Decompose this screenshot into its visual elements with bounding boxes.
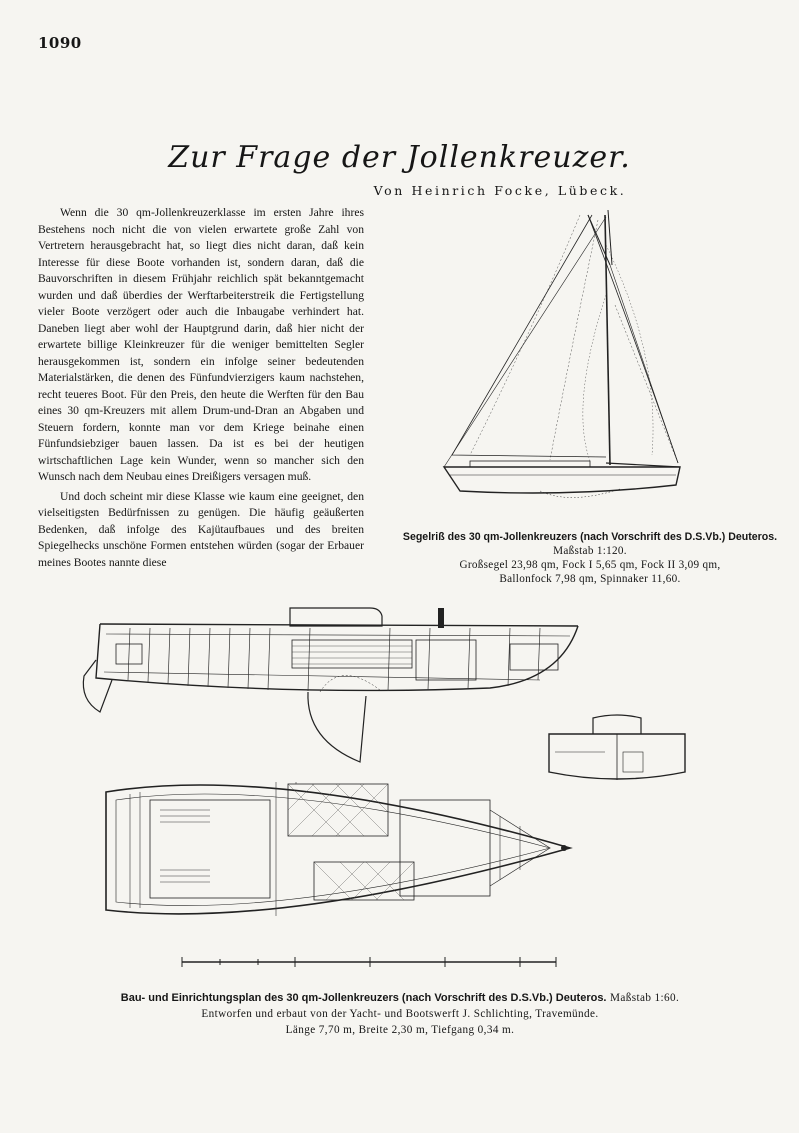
- sail-plan-caption: [400, 530, 780, 586]
- construction-plan-caption-line-1: Entworfen und erbaut von der Yacht- und Bootswerft J. Schlichting, Travemünde.: [201, 1008, 599, 1020]
- sail-plan-caption-line-1: Großsegel 23,98 qm, Fock I 5,65 qm, Fock II 3,09 qm,: [459, 559, 721, 571]
- construction-plan-caption: [60, 990, 740, 1038]
- scale-bar: [180, 955, 560, 969]
- article-body: [38, 205, 364, 571]
- paragraph-2: Und doch scheint mir diese Klasse wie kaum eine geeignet, den vielseitigsten Bedürfnissen zu genügen. Die häufig geäußerten Bedenken, daß infolge des Kajütaufbaues und des breiten Spiegelhecks unschöne Formen entstehen würden (sogar der Erbauer meines Bootes nannte diese: [38, 489, 364, 569]
- construction-plan-caption-line-2: Länge 7,70 m, Breite 2,30 m, Tiefgang 0,34 m.: [285, 1024, 515, 1036]
- construction-plan-caption-title: Bau- und Einrichtungsplan des 30 qm-Jollenkreuzers (nach Vorschrift des D.S.Vb.) Deuteros.: [120, 992, 607, 1004]
- construction-plan-caption-scale: Maßstab 1:60.: [610, 992, 680, 1004]
- article-byline: Von Heinrich Focke, Lübeck.: [373, 183, 627, 198]
- page-number: 1090: [38, 34, 82, 52]
- sail-plan-drawing: [430, 205, 700, 510]
- sail-plan-caption-line-2: Ballonfock 7,98 qm, Spinnaker 11,60.: [499, 573, 681, 585]
- construction-plan-view-drawing: [100, 770, 585, 945]
- sail-plan-caption-scale: Maßstab 1:120.: [553, 545, 627, 557]
- article-title: Zur Frage der Jollenkreuzer.: [168, 140, 631, 175]
- sail-plan-caption-title: Segelriß des 30 qm-Jollenkreuzers (nach Vorschrift des D.S.Vb.) Deuteros.: [402, 531, 778, 543]
- construction-profile-drawing: [70, 600, 590, 770]
- paragraph-1: Wenn die 30 qm-Jollenkreuzerklasse im ersten Jahre ihres Bestehens noch nicht die von vielen erwartete große Zahl von Vertretern herausgebracht hat, so liegt dies nicht daran, daß kein Interesse für diese Boote vorhanden ist, sondern daran, daß die Bauvorschriften in diesem Frühjahr reichlich spät bekanntgemacht wurden und daß überdies der Werftarbeiterstreik die Fertigstellung vieler Boote verzögert oder auch die Inbaugabe verhindert hat. Daneben liegt aber wohl der Hauptgrund darin, daß hier nicht der erwartete billige Kleinkreuzer für die weniger bemittelten Segler herausgekommen ist, sondern ein infolge seiner bedeutenden Materialstärken, die denen des Fünfundvierzigers kaum nachstehen, recht teueres Boot. Für den Preis, den heute die Werften für den Bau eines 30 qm-Kreuzers mit allem Drum-und-Dran an Abgaben und Steuern fordern, konnte man vor dem Kriege beinahe einen Fünfundsiebziger bauen lassen. Da ist es bei der heutigen wirtschaftlichen Lage kein Wunder, wenn so mancher sich den Wunsch nach dem Neubau eines Dreißigers versagen muß.: [38, 206, 364, 483]
